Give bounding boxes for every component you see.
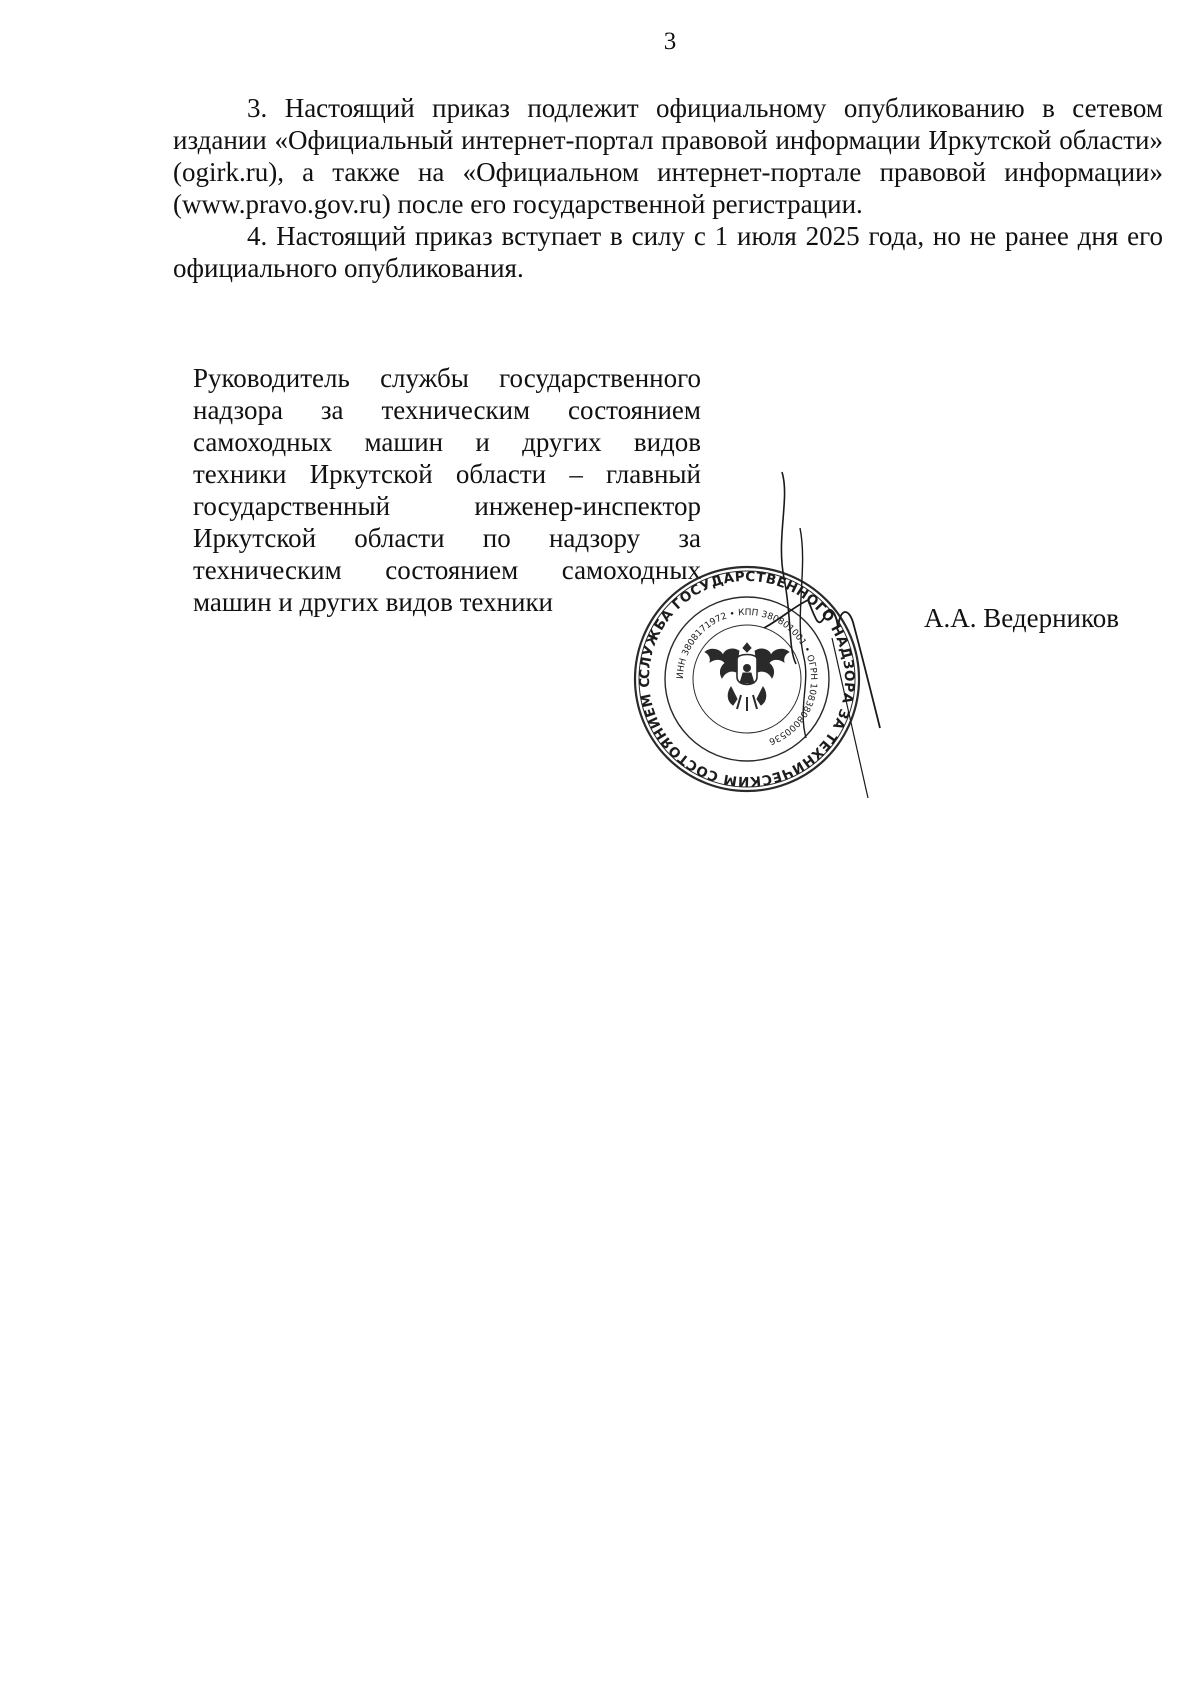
stamp-outer-text: СЛУЖБА ГОСУДАРСТВЕННОГО НАДЗОРА ЗА ТЕХНИЧЕСКИМ СОСТОЯНИЕМ С bbox=[636, 568, 858, 790]
position-line: машин и других видов техники bbox=[193, 587, 554, 617]
position-line: государственный инженер-инспектор bbox=[193, 491, 701, 521]
page-number: 3 bbox=[663, 28, 677, 55]
stamp-inner-text: ИНН 3808171972 • КПП 380801001 • ОГРН 1083808000536 bbox=[675, 607, 819, 746]
position-line: техники Иркутской области – главный bbox=[193, 459, 701, 489]
position-line: Иркутской области по надзору за bbox=[193, 523, 701, 553]
signature bbox=[632, 468, 972, 798]
document-body bbox=[173, 92, 1163, 284]
signatory-position bbox=[193, 362, 701, 618]
position-line: надзора за техническим состоянием bbox=[193, 395, 701, 425]
position-line: техническим состоянием самоходных bbox=[193, 555, 701, 585]
position-line: Руководитель службы государственного bbox=[193, 363, 701, 393]
paragraph-3: 3. Настоящий приказ подлежит официальному опубликованию в сетевом издании «Официальный интернет-портал правовой информации Иркутской области» (ogirk.ru), а также на «Официальном интернет-портале правовой информации» (www.pravo.gov.ru) после его государственной регистрации. bbox=[173, 93, 1163, 219]
signer-name: А.А. Ведерников bbox=[924, 603, 1119, 633]
stamp-and-signature bbox=[632, 468, 972, 798]
paragraph-4: 4. Настоящий приказ вступает в силу с 1 июля 2025 года, но не ранее дня его официального опубликования. bbox=[173, 221, 1163, 283]
position-line: самоходных машин и других видов bbox=[193, 427, 701, 457]
